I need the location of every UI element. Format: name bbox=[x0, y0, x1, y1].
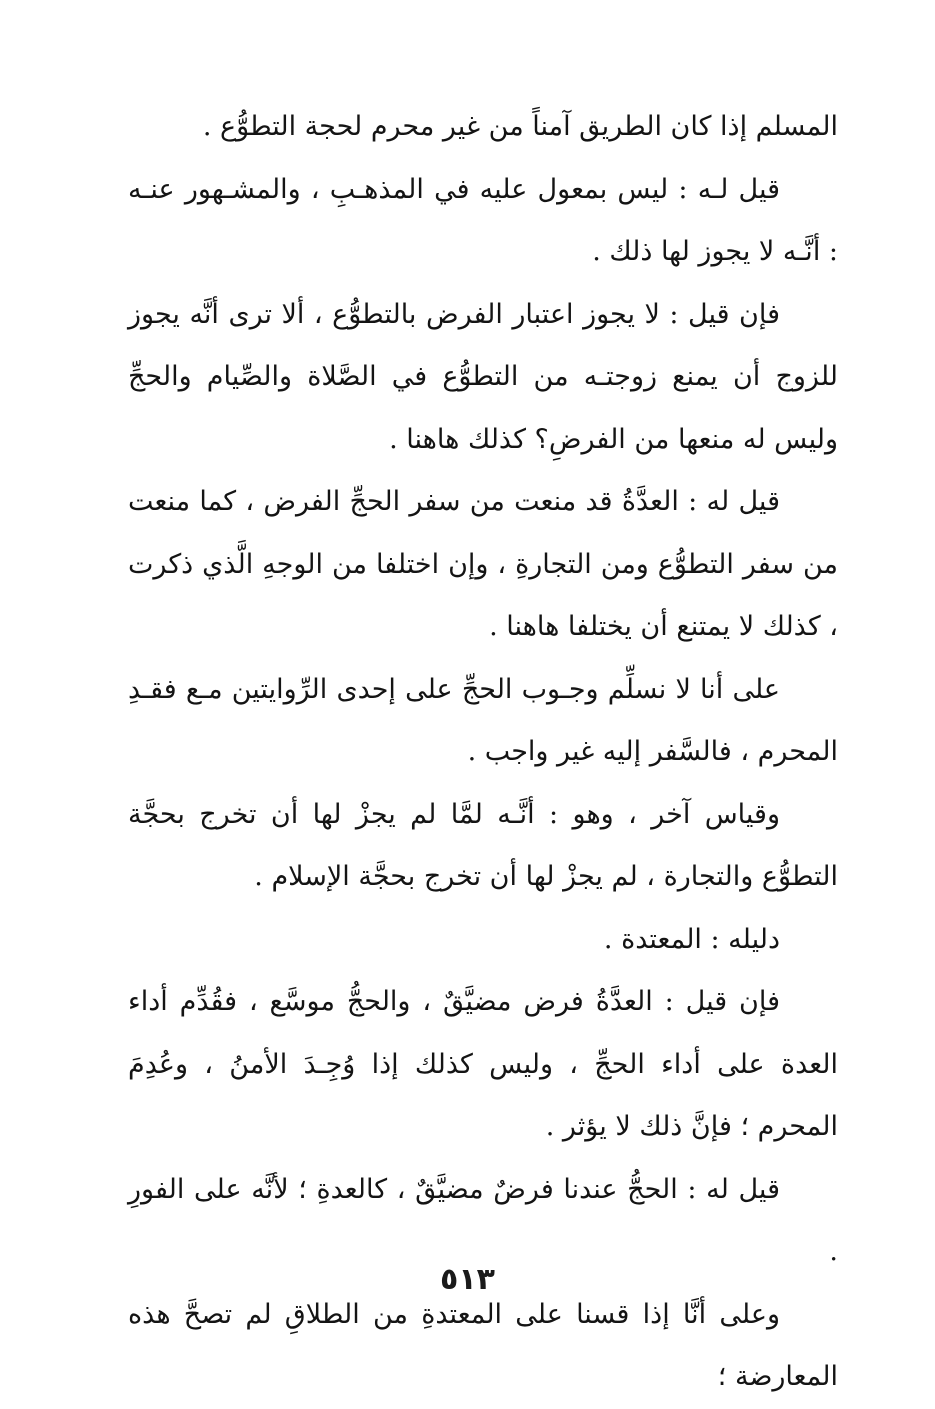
paragraph-6: وقياس آخر ، وهو : أنَّـه لمَّا لم يجزْ لها أن تخرج بحجَّة التطوُّع والتجارة ، لم يجزْ لها أن تخرج بحجَّة الإسلام . bbox=[128, 798, 838, 892]
paragraph-10: وعلى أنَّا إذا قسنا على المعتدةِ من الطلاقِ لم تصحَّ هذه المعارضة ؛ bbox=[128, 1298, 838, 1392]
paragraph-5: على أنا لا نسلِّم وجـوب الحجِّ على إحدى الرِّوايتين مـع فقـدِ المحرم ، فالسَّفر إليه غير واجب . bbox=[128, 673, 838, 767]
page-body bbox=[128, 96, 838, 1409]
paragraph-8: فإن قيل : العدَّةُ فرض مضيَّقٌ ، والحجُّ موسَّع ، فقُدِّم أداء العدة على أداء الحجِّ ، وليس كذلك إذا وُجِـدَ الأمنُ ، وعُدِمَ المحرم ؛ فإنَّ ذلك لا يؤثر . bbox=[128, 986, 838, 1142]
paragraph-7: دليله : المعتدة . bbox=[603, 923, 780, 955]
paragraph-2: قيل لـه : ليس بمعول عليه في المذهـبِ ، والمشـهور عنـه : أنَّـه لا يجوز لها ذلك . bbox=[128, 173, 838, 267]
paragraph-3: فإن قيل : لا يجوز اعتبار الفرض بالتطوُّع ، ألا ترى أنَّه يجوز للزوج أن يمنع زوجتـه من التطوُّع في الصَّلاة والصِّيام والحجِّ وليس له منعها من الفرضِ؟ كذلك هاهنا . bbox=[128, 298, 838, 455]
page-number: ٥١٣ bbox=[440, 1262, 495, 1297]
paragraph-4: قيل له : العدَّةُ قد منعت من سفر الحجِّ الفرض ، كما منعت من سفر التطوُّع ومن التجارةِ ، وإن اختلفا من الوجهِ الَّذي ذكرت ، كذلك لا يمتنع أن يختلفا هاهنا . bbox=[128, 486, 838, 642]
paragraph-1: المسلم إذا كان الطريق آمناً من غير محرم لحجة التطوُّع . bbox=[202, 111, 838, 142]
paragraph-9: قيل له : الحجُّ عندنا فرضٌ مضيَّقٌ ، كالعدةِ ؛ لأنَّه على الفورِ . bbox=[128, 1173, 838, 1267]
